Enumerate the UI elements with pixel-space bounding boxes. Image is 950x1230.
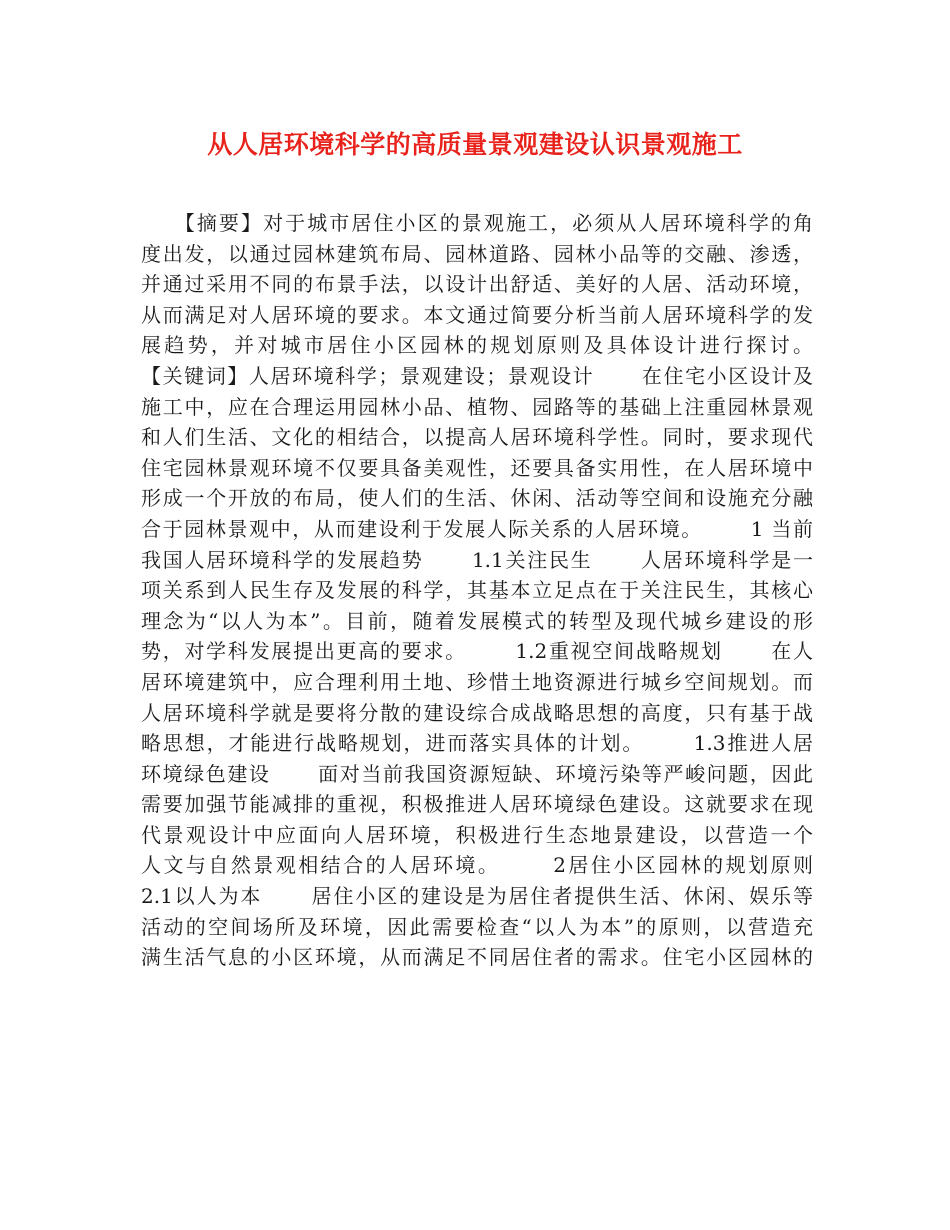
body-line: 展趋势，并对城市居住小区园林的规划原则及具体设计进行探讨。	[141, 333, 813, 358]
body-line: 势，对学科发展提出更高的要求。 1.2重视空间战略规划 在人	[141, 639, 813, 664]
body-line: 【摘要】对于城市居住小区的景观施工，必须从人居环境科学的角	[141, 211, 813, 235]
body-line: 略思想，才能进行战略规划，进而落实具体的计划。 1.3推进人居	[141, 731, 813, 756]
body-line: 人文与自然景观相结合的人居环境。 2居住小区园林的规划原则	[141, 853, 813, 878]
body-line: 人居环境科学就是要将分散的建设综合成战略思想的高度，只有基于战	[141, 700, 813, 725]
body-line: 度出发，以通过园林建筑布局、园林道路、园林小品等的交融、渗透，	[141, 241, 813, 266]
document-title: 从人居环境科学的高质量景观建设认识景观施工	[207, 130, 743, 159]
body-line: 居环境建筑中，应合理利用土地、珍惜土地资源进行城乡空间规划。而	[141, 669, 813, 694]
body-line: 住宅园林景观环境不仅要具备美观性，还要具备实用性，在人居环境中	[141, 455, 813, 480]
body-line: 并通过采用不同的布景手法，以设计出舒适、美好的人居、活动环境，	[141, 272, 813, 297]
body-line: 我国人居环境科学的发展趋势 1.1关注民生 人居环境科学是一	[141, 547, 813, 572]
body-line: 满生活气息的小区环境，从而满足不同居住者的需求。住宅小区园林的	[141, 945, 813, 970]
body-line: 理念为“以人为本”。目前，随着发展模式的转型及现代城乡建设的形	[141, 608, 813, 633]
body-line: 【关键词】人居环境科学；景观建设；景观设计 在住宅小区设计及	[141, 363, 813, 388]
document-body	[141, 208, 813, 973]
body-line: 项关系到人民生存及发展的科学，其基本立足点在于关注民生，其核心	[141, 578, 813, 603]
body-line: 合于园林景观中，从而建设利于发展人际关系的人居环境。 1 当前	[141, 516, 813, 541]
body-line: 2.1以人为本 居住小区的建设是为居住者提供生活、休闲、娱乐等	[141, 884, 813, 909]
body-line: 环境绿色建设 面对当前我国资源短缺、环境污染等严峻问题，因此	[141, 761, 813, 786]
body-line: 施工中，应在合理运用园林小品、植物、园路等的基础上注重园林景观	[141, 394, 813, 419]
body-line: 和人们生活、文化的相结合，以提高人居环境科学性。同时，要求现代	[141, 425, 813, 450]
body-line: 活动的空间场所及环境，因此需要检查“以人为本”的原则，以营造充	[141, 914, 813, 939]
body-line: 形成一个开放的布局，使人们的生活、休闲、活动等空间和设施充分融	[141, 486, 813, 511]
body-line: 需要加强节能减排的重视，积极推进人居环境绿色建设。这就要求在现	[141, 792, 813, 817]
body-line: 代景观设计中应面向人居环境，积极进行生态地景建设，以营造一个	[141, 822, 813, 847]
body-line: 从而满足对人居环境的要求。本文通过简要分析当前人居环境科学的发	[141, 302, 813, 327]
